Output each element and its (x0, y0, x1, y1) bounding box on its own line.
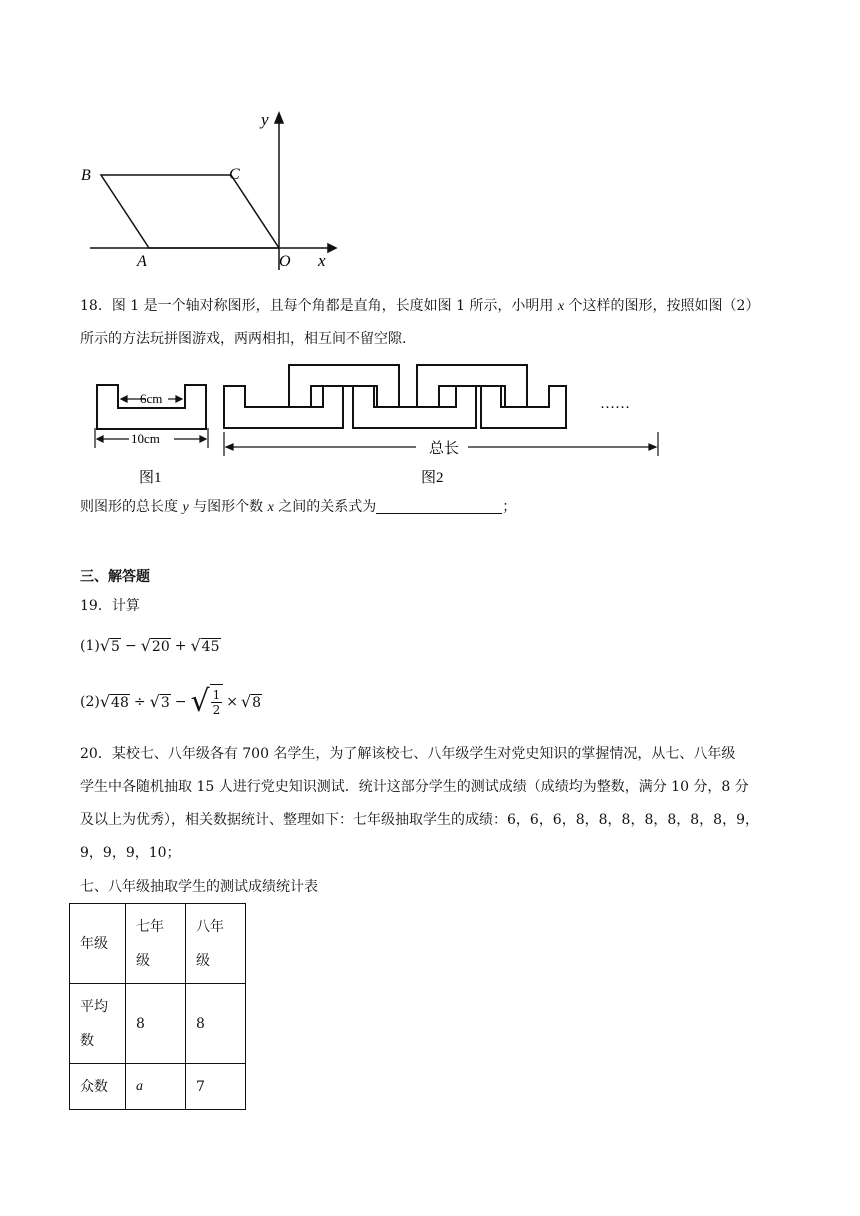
label-o: O (279, 253, 291, 270)
x-axis-arrow (328, 244, 336, 252)
q19-part1: (1) √ 5 − √ 20 + √ 45 (80, 635, 220, 655)
label-c: C (229, 166, 240, 183)
q20-line1: 20．某校七、八年级各有 700 名学生，为了解该校七、八年级学生对党史知识的掌握情况，从七、八年级 (80, 746, 736, 762)
header-grade8: 八年 级 (186, 904, 246, 984)
figure-1 (88, 378, 218, 490)
fig2-piece-5 (481, 386, 566, 428)
q18-line2: 所示的方法玩拼图游戏，两两相扣，相互间不留空隙. (80, 331, 407, 347)
table-row-mean (70, 984, 246, 1064)
sqrt-5: √ 5 (99, 635, 120, 655)
sqrt-8: √ 8 (240, 691, 262, 711)
score-stats-table (69, 903, 246, 1110)
var-x-2: x (267, 500, 274, 515)
label-x: x (318, 251, 326, 270)
mean-grade7: 8 (126, 984, 186, 1064)
row-label-mean: 平均 数 (70, 984, 126, 1064)
label-y: y (261, 110, 269, 129)
mode-grade7: a (126, 1064, 186, 1110)
coordinate-figure (80, 105, 340, 275)
fig1-outer-length: 10cm (131, 431, 160, 446)
sqrt-45: √ 45 (190, 635, 220, 655)
answer-blank[interactable] (376, 497, 502, 514)
sqrt-one-half: √ $\frac{1}{2}$ (190, 684, 223, 720)
fig2-piece-3 (353, 386, 476, 428)
q18-answer-line: 则图形的总长度 y 与图形个数 x 之间的关系式为 ； (80, 499, 517, 515)
q20-line3: 及以上为优秀），相关数据统计、整理如下：七年级抽取学生的成绩：6，6，6，8，8，8，8，8，8，8，9， (80, 812, 759, 828)
var-y: y (182, 500, 189, 515)
q19-part2: (2) √ 48 ÷ √ 3 − √ $\frac{1}{2}$ × √ 8 (80, 684, 262, 719)
parallelogram-abco (101, 175, 279, 248)
fig2-dots: …… (600, 396, 630, 412)
q18-line1: 18．图 1 是一个轴对称图形，且每个角都是直角，长度如图 1 所示，小明用 x 个这样的图形，按照如图（2） (80, 298, 760, 314)
header-grade7: 七年 级 (126, 904, 186, 984)
fraction-one-half: $\frac{1}{2}$ (212, 688, 221, 717)
row-label-mode: 众数 (70, 1064, 126, 1110)
table-row-mode (70, 1064, 246, 1110)
mode-grade8: 7 (186, 1064, 246, 1110)
var-x: x (557, 299, 565, 314)
label-a: A (137, 253, 147, 270)
q20-line2: 学生中各随机抽取 15 人进行党史知识测试．统计这部分学生的测试成绩（成绩均为整数，满分 10 分，8 分 (80, 779, 749, 795)
y-axis-arrow (275, 113, 283, 123)
sqrt-20: √ 20 (140, 635, 170, 655)
fig1-caption: 图1 (139, 470, 162, 486)
header-grade: 年级 (70, 904, 126, 984)
section-title: 三、解答题 (80, 569, 150, 585)
fig2-piece-1 (224, 386, 343, 428)
fig1-inner-length: 6cm (140, 391, 163, 406)
table-header-row (70, 904, 246, 984)
sqrt-3: √ 3 (149, 691, 170, 711)
q20-line4: 9，9，9，10； (80, 845, 181, 861)
q19-title: 19．计算 (80, 598, 140, 614)
label-b: B (81, 167, 91, 184)
mean-grade8: 8 (186, 984, 246, 1064)
fig2-caption: 图2 (421, 470, 444, 486)
sqrt-48: √ 48 (99, 691, 129, 711)
figure-2 (218, 360, 668, 490)
table-title: 七、八年级抽取学生的测试成绩统计表 (80, 879, 318, 895)
fig2-total-length: 总长 (429, 441, 460, 457)
fig2-piece-4 (417, 365, 527, 407)
